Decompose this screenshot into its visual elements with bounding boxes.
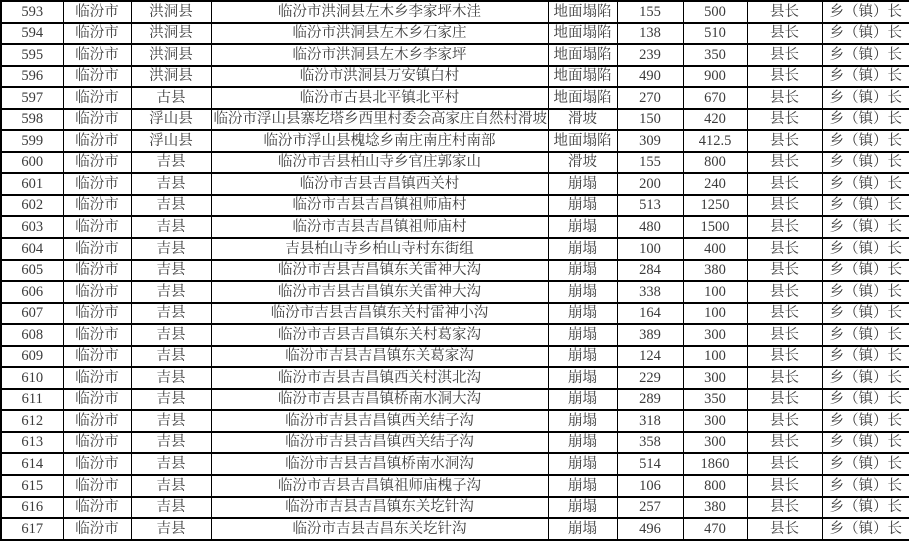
cell-city: 临汾市 — [63, 346, 131, 368]
cell-location: 临汾市洪洞县左木乡李家坪木洼 — [211, 1, 548, 23]
cell-value-b: 300 — [683, 324, 747, 346]
cell-township-leader: 乡（镇）长 — [822, 238, 909, 260]
cell-value-b: 300 — [683, 410, 747, 432]
cell-county: 吉县 — [131, 173, 211, 195]
table-row — [1, 109, 909, 131]
cell-value-a: 513 — [617, 195, 683, 217]
cell-value-b: 380 — [683, 497, 747, 519]
cell-value-b: 800 — [683, 475, 747, 497]
cell-city: 临汾市 — [63, 238, 131, 260]
cell-township-leader: 乡（镇）长 — [822, 497, 909, 519]
cell-index: 603 — [1, 216, 63, 238]
cell-city: 临汾市 — [63, 410, 131, 432]
cell-hazard-type: 地面塌陷 — [548, 87, 617, 109]
cell-township-leader: 乡（镇）长 — [822, 303, 909, 325]
cell-value-b: 900 — [683, 66, 747, 88]
cell-county-leader: 县长 — [747, 432, 822, 454]
cell-township-leader: 乡（镇）长 — [822, 367, 909, 389]
table-row — [1, 346, 909, 368]
cell-county: 吉县 — [131, 152, 211, 174]
cell-value-a: 164 — [617, 303, 683, 325]
cell-value-a: 124 — [617, 346, 683, 368]
cell-index: 617 — [1, 518, 63, 540]
table-row — [1, 303, 909, 325]
cell-township-leader: 乡（镇）长 — [822, 281, 909, 303]
cell-location: 临汾市吉县吉昌镇西关村 — [211, 173, 548, 195]
cell-hazard-type: 崩塌 — [548, 303, 617, 325]
cell-location: 临汾市浮山县寨圪塔乡西里村委会高家庄自然村滑坡 — [211, 109, 548, 131]
cell-value-b: 100 — [683, 346, 747, 368]
cell-county: 吉县 — [131, 497, 211, 519]
cell-value-a: 289 — [617, 389, 683, 411]
cell-county: 吉县 — [131, 260, 211, 282]
cell-city: 临汾市 — [63, 389, 131, 411]
table-row — [1, 324, 909, 346]
cell-value-b: 1500 — [683, 216, 747, 238]
cell-value-a: 309 — [617, 130, 683, 152]
cell-hazard-type: 崩塌 — [548, 410, 617, 432]
cell-value-a: 155 — [617, 1, 683, 23]
cell-hazard-type: 地面塌陷 — [548, 66, 617, 88]
cell-county: 吉县 — [131, 303, 211, 325]
cell-county-leader: 县长 — [747, 260, 822, 282]
cell-county-leader: 县长 — [747, 152, 822, 174]
table-row — [1, 453, 909, 475]
cell-index: 604 — [1, 238, 63, 260]
cell-index: 597 — [1, 87, 63, 109]
cell-location: 临汾市吉县吉昌镇东关葛家沟 — [211, 346, 548, 368]
cell-location: 临汾市吉县吉昌镇西关结子沟 — [211, 410, 548, 432]
cell-county-leader: 县长 — [747, 44, 822, 66]
cell-hazard-type: 崩塌 — [548, 475, 617, 497]
cell-index: 614 — [1, 453, 63, 475]
cell-hazard-type: 崩塌 — [548, 346, 617, 368]
cell-township-leader: 乡（镇）长 — [822, 152, 909, 174]
cell-hazard-type: 地面塌陷 — [548, 44, 617, 66]
cell-township-leader: 乡（镇）长 — [822, 1, 909, 23]
cell-value-b: 470 — [683, 518, 747, 540]
cell-county: 吉县 — [131, 518, 211, 540]
table-row — [1, 130, 909, 152]
cell-index: 608 — [1, 324, 63, 346]
cell-value-b: 500 — [683, 1, 747, 23]
cell-county: 洪洞县 — [131, 23, 211, 45]
cell-index: 595 — [1, 44, 63, 66]
cell-value-b: 420 — [683, 109, 747, 131]
cell-county-leader: 县长 — [747, 216, 822, 238]
cell-location: 临汾市吉县吉昌镇西关结子沟 — [211, 432, 548, 454]
cell-county-leader: 县长 — [747, 173, 822, 195]
cell-county-leader: 县长 — [747, 518, 822, 540]
cell-location: 临汾市洪洞县左木乡李家坪 — [211, 44, 548, 66]
cell-city: 临汾市 — [63, 66, 131, 88]
cell-city: 临汾市 — [63, 324, 131, 346]
cell-county-leader: 县长 — [747, 367, 822, 389]
cell-county: 吉县 — [131, 453, 211, 475]
table-row — [1, 518, 909, 540]
table-row — [1, 44, 909, 66]
cell-index: 611 — [1, 389, 63, 411]
cell-value-a: 150 — [617, 109, 683, 131]
cell-index: 602 — [1, 195, 63, 217]
cell-hazard-type: 崩塌 — [548, 216, 617, 238]
cell-county: 古县 — [131, 87, 211, 109]
cell-city: 临汾市 — [63, 44, 131, 66]
cell-county-leader: 县长 — [747, 238, 822, 260]
cell-township-leader: 乡（镇）长 — [822, 130, 909, 152]
cell-value-a: 155 — [617, 152, 683, 174]
cell-index: 601 — [1, 173, 63, 195]
cell-index: 606 — [1, 281, 63, 303]
cell-hazard-type: 地面塌陷 — [548, 1, 617, 23]
cell-location: 临汾市洪洞县万安镇白村 — [211, 66, 548, 88]
cell-value-a: 490 — [617, 66, 683, 88]
table-row — [1, 173, 909, 195]
cell-value-b: 800 — [683, 152, 747, 174]
cell-township-leader: 乡（镇）长 — [822, 66, 909, 88]
cell-location: 临汾市吉县吉昌镇祖师庙村 — [211, 216, 548, 238]
cell-county-leader: 县长 — [747, 109, 822, 131]
cell-hazard-type: 地面塌陷 — [548, 130, 617, 152]
table-row — [1, 87, 909, 109]
cell-county: 吉县 — [131, 195, 211, 217]
cell-city: 临汾市 — [63, 453, 131, 475]
cell-county-leader: 县长 — [747, 195, 822, 217]
cell-county: 吉县 — [131, 324, 211, 346]
cell-hazard-type: 崩塌 — [548, 324, 617, 346]
cell-county-leader: 县长 — [747, 303, 822, 325]
cell-value-a: 229 — [617, 367, 683, 389]
cell-county: 吉县 — [131, 346, 211, 368]
table-row — [1, 260, 909, 282]
cell-index: 610 — [1, 367, 63, 389]
cell-county: 吉县 — [131, 432, 211, 454]
cell-location: 临汾市吉县吉昌镇西关村淇北沟 — [211, 367, 548, 389]
cell-index: 594 — [1, 23, 63, 45]
cell-township-leader: 乡（镇）长 — [822, 432, 909, 454]
cell-city: 临汾市 — [63, 475, 131, 497]
cell-location: 临汾市浮山县槐埝乡南庄南庄村南部 — [211, 130, 548, 152]
cell-index: 613 — [1, 432, 63, 454]
cell-city: 临汾市 — [63, 518, 131, 540]
cell-township-leader: 乡（镇）长 — [822, 109, 909, 131]
cell-value-b: 100 — [683, 281, 747, 303]
cell-township-leader: 乡（镇）长 — [822, 518, 909, 540]
table-row — [1, 23, 909, 45]
cell-county: 吉县 — [131, 475, 211, 497]
cell-city: 临汾市 — [63, 152, 131, 174]
cell-hazard-type: 崩塌 — [548, 238, 617, 260]
cell-city: 临汾市 — [63, 23, 131, 45]
cell-city: 临汾市 — [63, 87, 131, 109]
cell-city: 临汾市 — [63, 281, 131, 303]
cell-county: 洪洞县 — [131, 1, 211, 23]
cell-value-a: 338 — [617, 281, 683, 303]
cell-location: 临汾市吉县吉昌镇桥南水洞大沟 — [211, 389, 548, 411]
cell-index: 615 — [1, 475, 63, 497]
cell-city: 临汾市 — [63, 195, 131, 217]
cell-city: 临汾市 — [63, 109, 131, 131]
cell-township-leader: 乡（镇）长 — [822, 260, 909, 282]
table-row — [1, 410, 909, 432]
cell-value-b: 380 — [683, 260, 747, 282]
cell-hazard-type: 崩塌 — [548, 497, 617, 519]
cell-location: 临汾市吉县吉昌镇东关圪针沟 — [211, 497, 548, 519]
cell-value-b: 240 — [683, 173, 747, 195]
cell-county-leader: 县长 — [747, 324, 822, 346]
cell-value-a: 318 — [617, 410, 683, 432]
table-row — [1, 1, 909, 23]
cell-hazard-type: 崩塌 — [548, 260, 617, 282]
cell-hazard-type: 崩塌 — [548, 281, 617, 303]
cell-city: 临汾市 — [63, 432, 131, 454]
table-row — [1, 195, 909, 217]
cell-value-a: 514 — [617, 453, 683, 475]
cell-value-b: 350 — [683, 389, 747, 411]
cell-township-leader: 乡（镇）长 — [822, 324, 909, 346]
cell-location: 临汾市洪洞县左木乡石家庄 — [211, 23, 548, 45]
cell-value-b: 1250 — [683, 195, 747, 217]
cell-location: 临汾市吉县吉昌镇祖师庙村 — [211, 195, 548, 217]
cell-value-a: 138 — [617, 23, 683, 45]
table-row — [1, 238, 909, 260]
cell-location: 临汾市吉县吉昌镇东关雷神大沟 — [211, 281, 548, 303]
table-body — [1, 1, 909, 540]
cell-value-a: 389 — [617, 324, 683, 346]
cell-county-leader: 县长 — [747, 389, 822, 411]
cell-county-leader: 县长 — [747, 410, 822, 432]
table-row — [1, 497, 909, 519]
cell-county: 吉县 — [131, 410, 211, 432]
cell-value-b: 300 — [683, 432, 747, 454]
cell-county-leader: 县长 — [747, 475, 822, 497]
table-row — [1, 66, 909, 88]
cell-county: 浮山县 — [131, 130, 211, 152]
cell-township-leader: 乡（镇）长 — [822, 23, 909, 45]
cell-hazard-type: 崩塌 — [548, 389, 617, 411]
cell-location: 临汾市吉县吉昌镇东关雷神大沟 — [211, 260, 548, 282]
cell-location: 临汾市吉县吉昌镇东关村葛家沟 — [211, 324, 548, 346]
cell-county: 吉县 — [131, 389, 211, 411]
cell-township-leader: 乡（镇）长 — [822, 44, 909, 66]
cell-hazard-type: 崩塌 — [548, 195, 617, 217]
cell-value-a: 480 — [617, 216, 683, 238]
cell-county: 浮山县 — [131, 109, 211, 131]
cell-city: 临汾市 — [63, 303, 131, 325]
cell-index: 605 — [1, 260, 63, 282]
cell-index: 607 — [1, 303, 63, 325]
cell-county-leader: 县长 — [747, 1, 822, 23]
cell-location: 临汾市古县北平镇北平村 — [211, 87, 548, 109]
cell-location: 临汾市吉县柏山寺乡官庄郭家山 — [211, 152, 548, 174]
cell-index: 598 — [1, 109, 63, 131]
cell-hazard-type: 崩塌 — [548, 173, 617, 195]
cell-value-a: 106 — [617, 475, 683, 497]
cell-county: 吉县 — [131, 281, 211, 303]
cell-value-a: 270 — [617, 87, 683, 109]
cell-value-a: 200 — [617, 173, 683, 195]
cell-value-b: 510 — [683, 23, 747, 45]
cell-county-leader: 县长 — [747, 497, 822, 519]
cell-value-a: 239 — [617, 44, 683, 66]
cell-value-b: 400 — [683, 238, 747, 260]
cell-location: 临汾市吉县吉昌镇东关村雷神小沟 — [211, 303, 548, 325]
table-row — [1, 367, 909, 389]
cell-city: 临汾市 — [63, 1, 131, 23]
cell-location: 临汾市吉县吉昌东关圪针沟 — [211, 518, 548, 540]
cell-value-b: 300 — [683, 367, 747, 389]
cell-city: 临汾市 — [63, 497, 131, 519]
cell-index: 612 — [1, 410, 63, 432]
cell-value-b: 412.5 — [683, 130, 747, 152]
cell-value-a: 284 — [617, 260, 683, 282]
cell-index: 599 — [1, 130, 63, 152]
cell-value-a: 257 — [617, 497, 683, 519]
cell-township-leader: 乡（镇）长 — [822, 87, 909, 109]
cell-value-b: 350 — [683, 44, 747, 66]
cell-county: 吉县 — [131, 238, 211, 260]
cell-county: 洪洞县 — [131, 44, 211, 66]
table-row — [1, 216, 909, 238]
cell-county-leader: 县长 — [747, 23, 822, 45]
cell-location: 临汾市吉县吉昌镇祖师庙槐子沟 — [211, 475, 548, 497]
table-row — [1, 152, 909, 174]
cell-county-leader: 县长 — [747, 453, 822, 475]
cell-county-leader: 县长 — [747, 66, 822, 88]
cell-hazard-type: 崩塌 — [548, 453, 617, 475]
cell-location: 吉县柏山寺乡柏山寺村东街组 — [211, 238, 548, 260]
cell-value-a: 358 — [617, 432, 683, 454]
cell-township-leader: 乡（镇）长 — [822, 410, 909, 432]
cell-county-leader: 县长 — [747, 346, 822, 368]
cell-hazard-type: 崩塌 — [548, 518, 617, 540]
cell-index: 596 — [1, 66, 63, 88]
table-row — [1, 281, 909, 303]
cell-township-leader: 乡（镇）长 — [822, 216, 909, 238]
cell-township-leader: 乡（镇）长 — [822, 346, 909, 368]
table-row — [1, 432, 909, 454]
cell-township-leader: 乡（镇）长 — [822, 195, 909, 217]
cell-index: 616 — [1, 497, 63, 519]
cell-value-a: 496 — [617, 518, 683, 540]
cell-hazard-type: 崩塌 — [548, 367, 617, 389]
cell-index: 593 — [1, 1, 63, 23]
cell-hazard-type: 滑坡 — [548, 152, 617, 174]
table-row — [1, 475, 909, 497]
cell-value-b: 670 — [683, 87, 747, 109]
cell-county: 吉县 — [131, 216, 211, 238]
cell-township-leader: 乡（镇）长 — [822, 475, 909, 497]
cell-index: 609 — [1, 346, 63, 368]
cell-county-leader: 县长 — [747, 130, 822, 152]
cell-value-b: 100 — [683, 303, 747, 325]
cell-location: 临汾市吉县吉昌镇桥南水洞沟 — [211, 453, 548, 475]
cell-township-leader: 乡（镇）长 — [822, 453, 909, 475]
cell-county-leader: 县长 — [747, 281, 822, 303]
cell-hazard-type: 崩塌 — [548, 432, 617, 454]
cell-county: 洪洞县 — [131, 66, 211, 88]
cell-city: 临汾市 — [63, 216, 131, 238]
table-row — [1, 389, 909, 411]
cell-city: 临汾市 — [63, 260, 131, 282]
cell-value-a: 100 — [617, 238, 683, 260]
cell-city: 临汾市 — [63, 130, 131, 152]
cell-county: 吉县 — [131, 367, 211, 389]
cell-value-b: 1860 — [683, 453, 747, 475]
cell-county-leader: 县长 — [747, 87, 822, 109]
cell-city: 临汾市 — [63, 173, 131, 195]
cell-hazard-type: 滑坡 — [548, 109, 617, 131]
cell-hazard-type: 地面塌陷 — [548, 23, 617, 45]
cell-township-leader: 乡（镇）长 — [822, 389, 909, 411]
cell-township-leader: 乡（镇）长 — [822, 173, 909, 195]
cell-city: 临汾市 — [63, 367, 131, 389]
cell-index: 600 — [1, 152, 63, 174]
